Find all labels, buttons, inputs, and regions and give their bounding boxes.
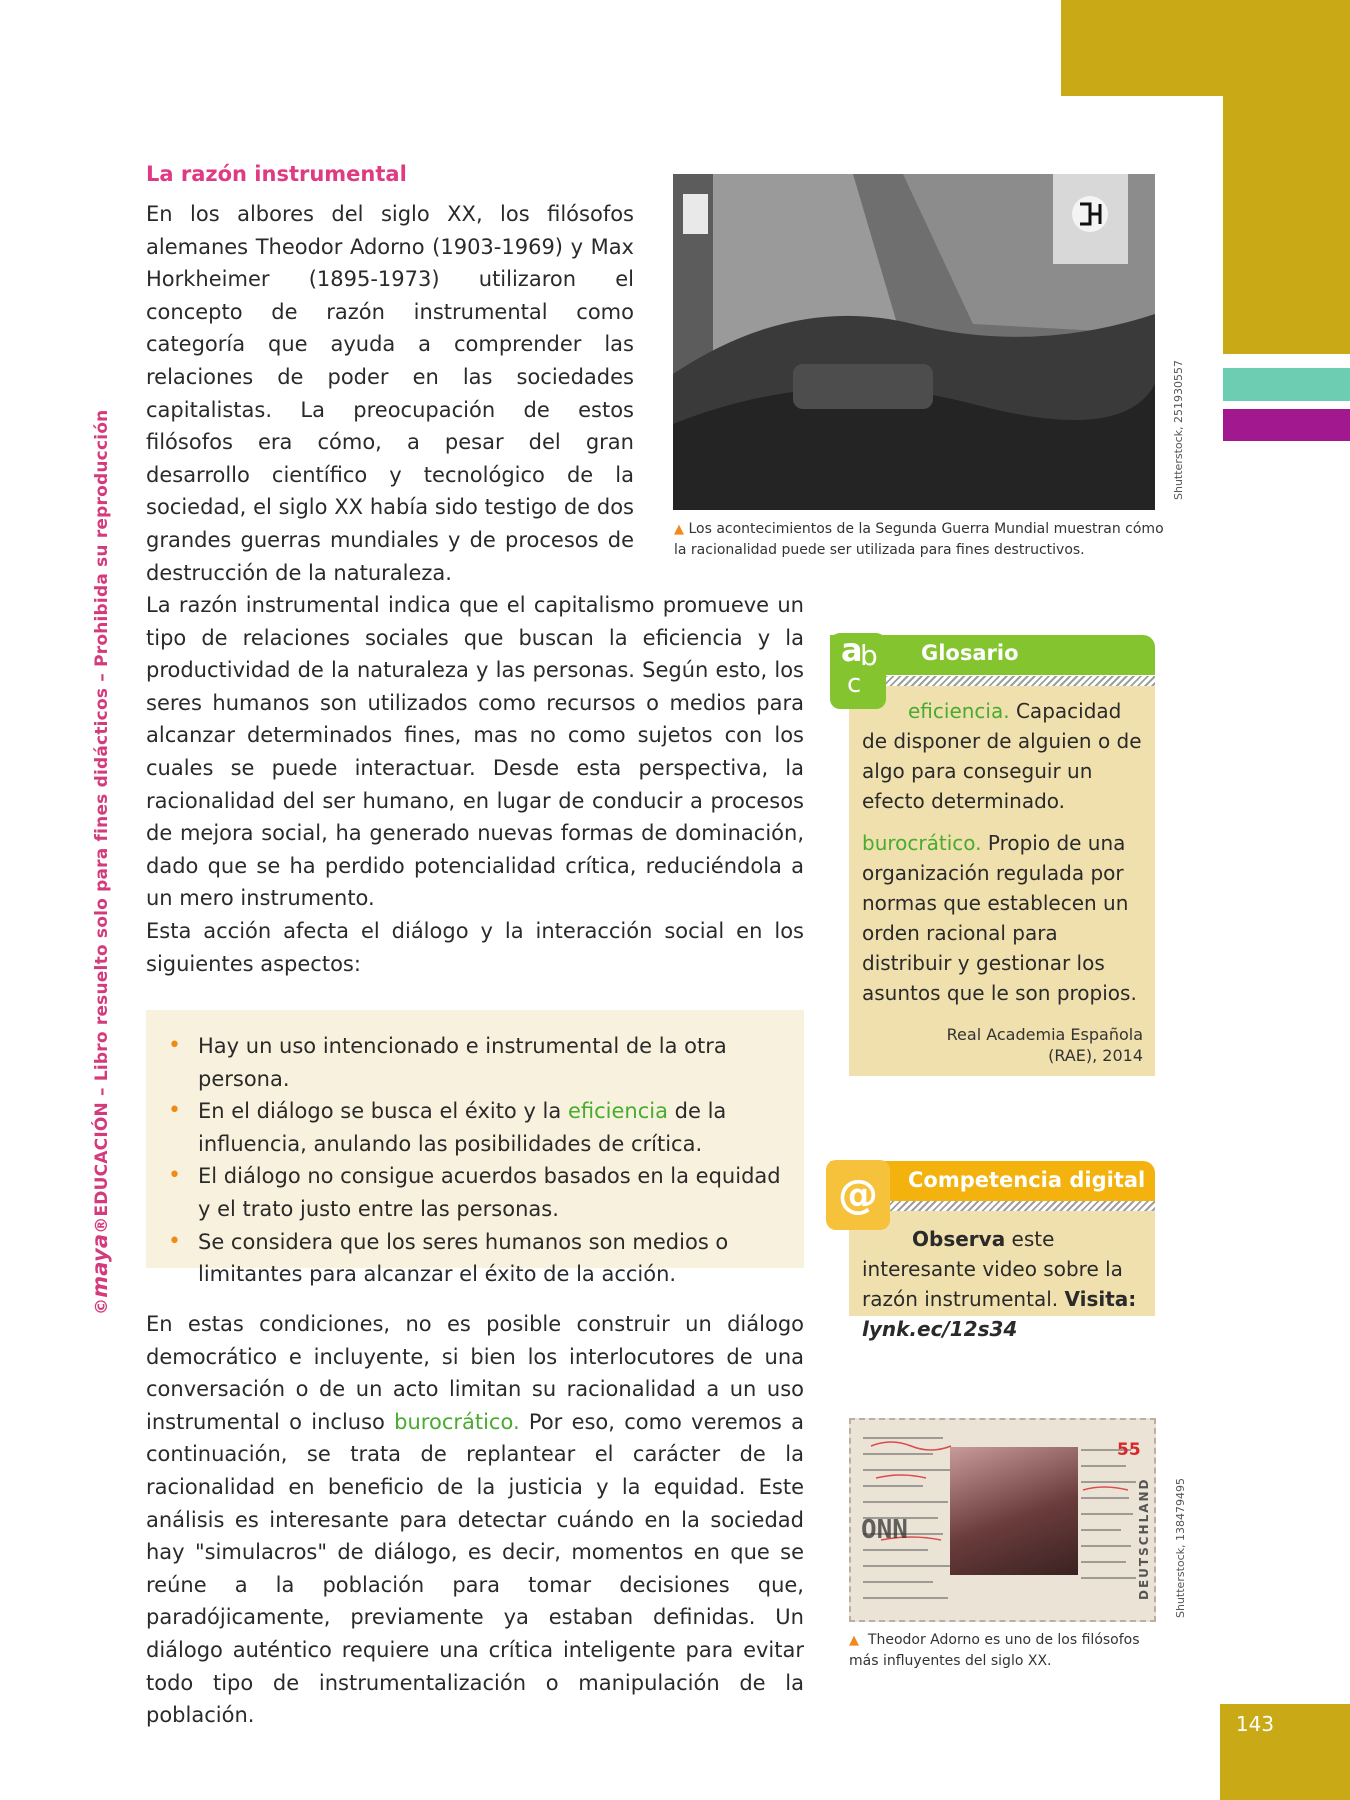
photo-caption xyxy=(674,519,1164,561)
paragraph-text: Por eso, como veremos a continuación, se trata de replantear el carácter de la racionalidad en beneficio de la justicia y la equidad. Este análisis es interesante para detectar cuándo en la sociedad hay "simulacros" de diálogo, es decir, momentos en que se reúne a la población para tomar decisiones que, paradójicamente, previamente ya estaban definidas. Un diálogo auténtico requiere una crítica inteligente para evitar todo tipo de instrumentalización o manipulación de la población. xyxy=(146,1409,804,1728)
list-item xyxy=(198,1226,788,1291)
copyright-symbol: © xyxy=(92,1297,112,1315)
video-link[interactable]: lynk.ec/12s34 xyxy=(862,1317,1018,1341)
paragraph-aspects-intro: Esta acción afecta el diálogo y la interacción social en los siguientes aspectos: xyxy=(146,919,804,976)
abc-icon-b: b xyxy=(860,639,878,672)
brand-logo: maya xyxy=(88,1233,112,1298)
decorative-magenta-bar xyxy=(1223,409,1350,441)
stamp-country: DEUTSCHLAND xyxy=(1137,1477,1151,1600)
photo-caption-text: Los acontecimientos de la Segunda Guerra Mundial muestran cómo la racionalidad puede ser utilizada para fines destructivos. xyxy=(674,521,1164,558)
list-item-text: Se considera que los seres humanos son medios o limitantes para alcanzar el éxito de la acción. xyxy=(198,1229,729,1287)
glossary-source-line: Real Academia Española xyxy=(946,1025,1143,1044)
at-sign-glyph: @ xyxy=(838,1172,878,1218)
digital-competence-hatch xyxy=(885,1201,1155,1211)
glossary-definition: Propio de una organización regulada por normas que establecen un orden racional para distribuir y gestionar los asuntos que le son propios. xyxy=(862,831,1137,1005)
glossary-term-link[interactable]: eficiencia xyxy=(567,1099,668,1124)
aspects-list-box xyxy=(146,1010,804,1287)
photo-credit: Shutterstock, 251930557 xyxy=(1172,359,1185,500)
section-title: La razón instrumental xyxy=(146,162,407,186)
triangle-icon: ▲ xyxy=(849,1633,859,1648)
paragraph-capitalism: La razón instrumental indica que el capitalismo promueve un tipo de relaciones sociales que buscan la eficiencia y la productividad de la naturaleza y las personas. Según esto, los seres humanos son utilizados como recursos o medios para alcanzar determinados fines, mas no como sujetos con los cuales se puede interactuar. Desde esta perspectiva, la racionalidad del ser humano, en lugar de conducir a procesos de mejora social, ha generado nuevas formas de dominación, dado que se ha perdido potencialidad crítica, reduciéndola a un mero instrumento. xyxy=(146,593,804,911)
copyright-text: EDUCACIÓN – Libro resuelto solo para fines didácticos – Prohibida su reproducción xyxy=(92,409,112,1217)
stamp-caption xyxy=(849,1630,1159,1672)
digital-description: este interesante video sobre la razón instrumental. xyxy=(862,1227,1123,1311)
aspects-list xyxy=(198,1030,788,1291)
paragraph-text: En estas condiciones, no es posible construir un diálogo democrático e incluyente, si bien los interlocutores de una conversación o de un acto limitan su racionalidad a un uso instrumental o incluso xyxy=(146,1312,804,1434)
glossary-term: eficiencia. xyxy=(908,699,1010,723)
adorno-portrait xyxy=(950,1447,1078,1575)
glossary-entry-eficiencia xyxy=(862,696,1147,816)
stamp-caption-text: Theodor Adorno es uno de los filósofos más influyentes del siglo XX. xyxy=(849,1632,1140,1669)
list-item xyxy=(198,1095,788,1160)
list-item-text: En el diálogo se busca el éxito y la xyxy=(198,1099,568,1124)
decorative-gold-bar xyxy=(1061,0,1350,96)
registered-mark: ® xyxy=(92,1216,112,1234)
glossary-source xyxy=(862,1024,1143,1066)
glossary-entry-burocratico xyxy=(862,828,1147,1008)
glossary-term-link[interactable]: burocrático. xyxy=(394,1409,520,1434)
copyright-notice xyxy=(88,410,112,1315)
intro-paragraph: En los albores del siglo XX, los filósofos alemanes Theodor Adorno (1903-1969) y Max Horkheimer (1895-1973) utilizaron el concepto de razón instrumental como categoría que ayuda a comprender las relaciones de poder en las sociedades capitalistas. La preocupación de estos filósofos era cómo, a pesar del gran desarrollo científico y tecnológico de la sociedad, el siglo XX había sido testigo de dos grandes guerras mundiales y de procesos de destrucción de la naturaleza. xyxy=(146,202,634,585)
digital-verb: Observa xyxy=(912,1227,1006,1251)
ww2-parade-illustration xyxy=(673,174,1155,510)
ww2-parade-photo xyxy=(673,174,1155,510)
glossary-source-line: (RAE), 2014 xyxy=(1048,1046,1143,1065)
page-number: 143 xyxy=(1235,1712,1275,1736)
paragraph-conclusion xyxy=(146,1308,804,1732)
decorative-teal-bar xyxy=(1223,368,1350,401)
visit-label: Visita: xyxy=(1064,1287,1137,1311)
list-item-text: Hay un uso intencionado e instrumental de la otra persona. xyxy=(198,1034,727,1091)
glossary-term: burocrático. xyxy=(862,831,982,855)
list-item xyxy=(198,1160,788,1225)
list-item-text: El diálogo no consigue acuerdos basados en la equidad y el trato justo entre las personas. xyxy=(198,1164,781,1221)
stamp-credit: Shutterstock, 138479495 xyxy=(1174,1477,1187,1618)
svg-text:ONN: ONN xyxy=(861,1515,908,1545)
decorative-gold-column xyxy=(1223,96,1350,354)
abc-icon-a: a xyxy=(841,631,863,669)
digital-competence-text xyxy=(862,1224,1147,1344)
stamp-value: 55 xyxy=(1117,1440,1141,1460)
glossary-title: Glosario xyxy=(921,641,1019,665)
at-sign-icon xyxy=(826,1160,890,1230)
glossary-definition: Capacidad de disponer de alguien o de algo para conseguir un efecto determinado. xyxy=(862,699,1142,813)
list-item-text: de la influencia, anulando las posibilidades de crítica. xyxy=(198,1099,727,1156)
digital-competence-title: Competencia digital xyxy=(908,1168,1146,1192)
abc-icon-c: c xyxy=(847,669,862,699)
glossary-hatch xyxy=(885,676,1155,686)
list-item xyxy=(198,1030,788,1095)
triangle-icon: ▲ xyxy=(674,522,684,537)
